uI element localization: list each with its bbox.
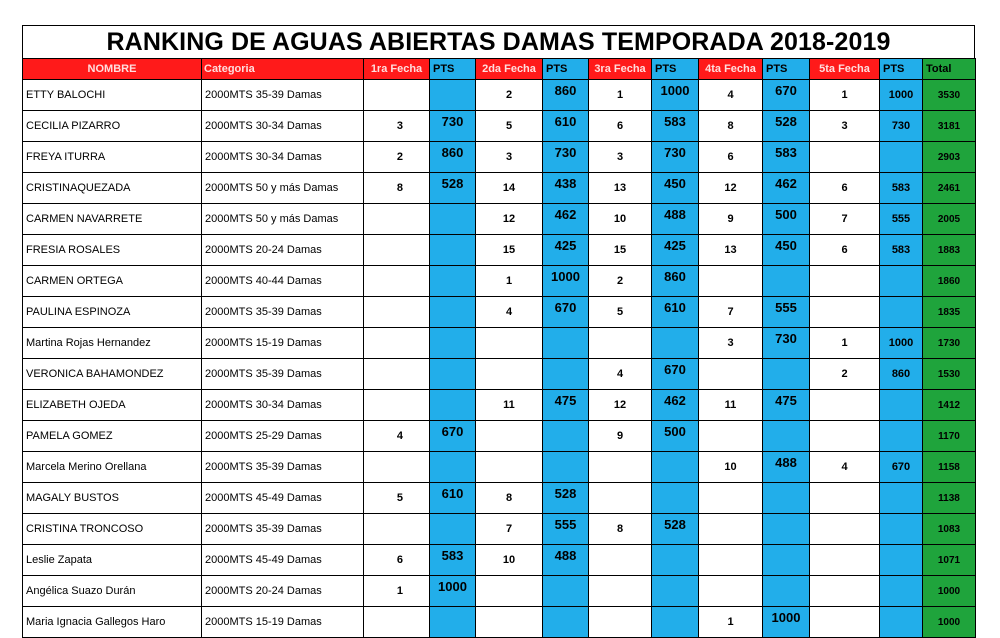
name-cell: Martina Rojas Hernandez (23, 328, 202, 359)
pts-1-cell: 730 (430, 111, 476, 142)
pts-2-cell (543, 576, 589, 607)
fecha-5-cell (810, 266, 880, 297)
fecha-3-cell (589, 545, 652, 576)
pts-3-cell: 610 (652, 297, 699, 328)
fecha-4-cell (699, 483, 763, 514)
category-cell: 2000MTS 45-49 Damas (202, 545, 364, 576)
fecha-5-cell: 4 (810, 452, 880, 483)
header-pts-2: PTS (543, 59, 589, 80)
total-cell: 2903 (923, 142, 976, 173)
fecha-2-cell (476, 452, 543, 483)
table-row (23, 80, 976, 111)
fecha-4-cell (699, 266, 763, 297)
fecha-4-cell: 3 (699, 328, 763, 359)
pts-4-cell: 475 (763, 390, 810, 421)
fecha-3-cell: 5 (589, 297, 652, 328)
ranking-sheet (22, 25, 975, 638)
fecha-5-cell (810, 297, 880, 328)
table-row (23, 359, 976, 390)
pts-5-cell: 1000 (880, 328, 923, 359)
fecha-2-cell: 3 (476, 142, 543, 173)
name-cell: CRISTINAQUEZADA (23, 173, 202, 204)
fecha-2-cell: 15 (476, 235, 543, 266)
fecha-4-cell (699, 359, 763, 390)
pts-3-cell (652, 452, 699, 483)
fecha-2-cell: 14 (476, 173, 543, 204)
pts-3-cell: 670 (652, 359, 699, 390)
pts-5-cell (880, 576, 923, 607)
fecha-5-cell: 6 (810, 235, 880, 266)
category-cell: 2000MTS 15-19 Damas (202, 607, 364, 638)
fecha-2-cell (476, 421, 543, 452)
fecha-4-cell (699, 545, 763, 576)
fecha-1-cell: 2 (364, 142, 430, 173)
fecha-4-cell: 10 (699, 452, 763, 483)
fecha-3-cell (589, 483, 652, 514)
pts-5-cell (880, 483, 923, 514)
category-cell: 2000MTS 30-34 Damas (202, 390, 364, 421)
fecha-5-cell (810, 483, 880, 514)
pts-5-cell (880, 142, 923, 173)
fecha-1-cell (364, 204, 430, 235)
header-row (23, 59, 976, 80)
fecha-4-cell: 7 (699, 297, 763, 328)
pts-4-cell (763, 545, 810, 576)
pts-4-cell (763, 483, 810, 514)
category-cell: 2000MTS 35-39 Damas (202, 297, 364, 328)
category-cell: 2000MTS 50 y más Damas (202, 173, 364, 204)
name-cell: MAGALY BUSTOS (23, 483, 202, 514)
pts-1-cell: 610 (430, 483, 476, 514)
pts-4-cell: 500 (763, 204, 810, 235)
fecha-5-cell: 1 (810, 328, 880, 359)
pts-2-cell: 555 (543, 514, 589, 545)
pts-2-cell: 730 (543, 142, 589, 173)
pts-2-cell: 425 (543, 235, 589, 266)
pts-2-cell: 528 (543, 483, 589, 514)
fecha-3-cell: 6 (589, 111, 652, 142)
fecha-5-cell (810, 390, 880, 421)
pts-2-cell: 860 (543, 80, 589, 111)
fecha-3-cell: 2 (589, 266, 652, 297)
category-cell: 2000MTS 35-39 Damas (202, 359, 364, 390)
pts-3-cell (652, 483, 699, 514)
name-cell: CARMEN ORTEGA (23, 266, 202, 297)
name-cell: FREYA ITURRA (23, 142, 202, 173)
table-row (23, 142, 976, 173)
fecha-1-cell: 3 (364, 111, 430, 142)
pts-2-cell: 438 (543, 173, 589, 204)
fecha-4-cell: 8 (699, 111, 763, 142)
pts-1-cell (430, 452, 476, 483)
pts-2-cell: 610 (543, 111, 589, 142)
table-row (23, 266, 976, 297)
fecha-2-cell: 10 (476, 545, 543, 576)
name-cell: CRISTINA TRONCOSO (23, 514, 202, 545)
fecha-4-cell: 1 (699, 607, 763, 638)
total-cell: 1170 (923, 421, 976, 452)
fecha-1-cell: 8 (364, 173, 430, 204)
pts-3-cell (652, 545, 699, 576)
fecha-4-cell: 9 (699, 204, 763, 235)
header-nombre: NOMBRE (23, 59, 202, 80)
fecha-4-cell (699, 514, 763, 545)
category-cell: 2000MTS 35-39 Damas (202, 452, 364, 483)
header-fecha-5: 5ta Fecha (810, 59, 880, 80)
fecha-2-cell: 7 (476, 514, 543, 545)
table-row (23, 204, 976, 235)
table-row (23, 607, 976, 638)
pts-3-cell: 583 (652, 111, 699, 142)
pts-2-cell: 1000 (543, 266, 589, 297)
pts-1-cell (430, 80, 476, 111)
total-cell: 1883 (923, 235, 976, 266)
table-row (23, 483, 976, 514)
name-cell: CARMEN NAVARRETE (23, 204, 202, 235)
pts-1-cell (430, 390, 476, 421)
fecha-2-cell: 11 (476, 390, 543, 421)
pts-5-cell: 583 (880, 173, 923, 204)
table-row (23, 328, 976, 359)
fecha-3-cell: 1 (589, 80, 652, 111)
pts-3-cell: 425 (652, 235, 699, 266)
fecha-5-cell (810, 545, 880, 576)
pts-3-cell: 730 (652, 142, 699, 173)
pts-3-cell (652, 328, 699, 359)
pts-5-cell: 730 (880, 111, 923, 142)
table-row (23, 390, 976, 421)
pts-4-cell: 1000 (763, 607, 810, 638)
category-cell: 2000MTS 50 y más Damas (202, 204, 364, 235)
pts-1-cell (430, 204, 476, 235)
pts-2-cell (543, 452, 589, 483)
name-cell: PAMELA GOMEZ (23, 421, 202, 452)
fecha-1-cell: 4 (364, 421, 430, 452)
pts-5-cell (880, 607, 923, 638)
total-cell: 1083 (923, 514, 976, 545)
pts-1-cell: 528 (430, 173, 476, 204)
header-pts-3: PTS (652, 59, 699, 80)
category-cell: 2000MTS 30-34 Damas (202, 111, 364, 142)
fecha-4-cell: 12 (699, 173, 763, 204)
header-fecha-3: 3ra Fecha (589, 59, 652, 80)
table-row (23, 576, 976, 607)
pts-2-cell: 475 (543, 390, 589, 421)
fecha-5-cell: 1 (810, 80, 880, 111)
fecha-4-cell: 4 (699, 80, 763, 111)
category-cell: 2000MTS 25-29 Damas (202, 421, 364, 452)
fecha-2-cell (476, 607, 543, 638)
name-cell: Maria Ignacia Gallegos Haro (23, 607, 202, 638)
fecha-4-cell (699, 421, 763, 452)
pts-4-cell: 488 (763, 452, 810, 483)
total-cell: 1530 (923, 359, 976, 390)
fecha-1-cell (364, 235, 430, 266)
pts-4-cell (763, 514, 810, 545)
pts-5-cell (880, 297, 923, 328)
category-cell: 2000MTS 35-39 Damas (202, 514, 364, 545)
table-row (23, 235, 976, 266)
fecha-3-cell: 12 (589, 390, 652, 421)
fecha-3-cell: 9 (589, 421, 652, 452)
name-cell: Leslie Zapata (23, 545, 202, 576)
fecha-3-cell: 4 (589, 359, 652, 390)
fecha-1-cell: 5 (364, 483, 430, 514)
fecha-3-cell (589, 607, 652, 638)
sheet-title: RANKING DE AGUAS ABIERTAS DAMAS TEMPORADA 2018-2019 (22, 25, 975, 58)
fecha-2-cell (476, 359, 543, 390)
category-cell: 2000MTS 40-44 Damas (202, 266, 364, 297)
fecha-1-cell (364, 328, 430, 359)
table-row (23, 514, 976, 545)
fecha-2-cell: 12 (476, 204, 543, 235)
table-row (23, 545, 976, 576)
ranking-table (22, 58, 976, 638)
category-cell: 2000MTS 35-39 Damas (202, 80, 364, 111)
total-cell: 1860 (923, 266, 976, 297)
fecha-5-cell: 2 (810, 359, 880, 390)
pts-2-cell (543, 328, 589, 359)
fecha-4-cell: 11 (699, 390, 763, 421)
table-row (23, 421, 976, 452)
fecha-5-cell: 6 (810, 173, 880, 204)
header-pts-5: PTS (880, 59, 923, 80)
fecha-1-cell: 6 (364, 545, 430, 576)
category-cell: 2000MTS 15-19 Damas (202, 328, 364, 359)
fecha-1-cell (364, 452, 430, 483)
pts-3-cell: 500 (652, 421, 699, 452)
fecha-1-cell (364, 80, 430, 111)
fecha-3-cell (589, 452, 652, 483)
total-cell: 2005 (923, 204, 976, 235)
pts-4-cell (763, 576, 810, 607)
pts-1-cell (430, 266, 476, 297)
pts-5-cell (880, 266, 923, 297)
pts-1-cell (430, 235, 476, 266)
pts-5-cell (880, 514, 923, 545)
pts-3-cell: 860 (652, 266, 699, 297)
fecha-5-cell (810, 576, 880, 607)
total-cell: 1138 (923, 483, 976, 514)
pts-1-cell: 670 (430, 421, 476, 452)
category-cell: 2000MTS 20-24 Damas (202, 576, 364, 607)
fecha-4-cell (699, 576, 763, 607)
fecha-1-cell (364, 514, 430, 545)
header-categoria: Categoria (202, 59, 364, 80)
total-cell: 2461 (923, 173, 976, 204)
pts-3-cell: 488 (652, 204, 699, 235)
pts-5-cell (880, 390, 923, 421)
fecha-4-cell: 13 (699, 235, 763, 266)
total-cell: 1412 (923, 390, 976, 421)
pts-4-cell: 670 (763, 80, 810, 111)
table-row (23, 173, 976, 204)
fecha-1-cell (364, 266, 430, 297)
pts-4-cell: 730 (763, 328, 810, 359)
table-row (23, 452, 976, 483)
header-pts-1: PTS (430, 59, 476, 80)
pts-5-cell (880, 421, 923, 452)
pts-4-cell: 528 (763, 111, 810, 142)
fecha-1-cell (364, 359, 430, 390)
pts-2-cell (543, 607, 589, 638)
pts-3-cell (652, 607, 699, 638)
fecha-3-cell: 15 (589, 235, 652, 266)
fecha-5-cell (810, 514, 880, 545)
name-cell: PAULINA ESPINOZA (23, 297, 202, 328)
pts-2-cell: 488 (543, 545, 589, 576)
pts-1-cell: 860 (430, 142, 476, 173)
pts-5-cell: 583 (880, 235, 923, 266)
pts-4-cell (763, 266, 810, 297)
pts-2-cell: 462 (543, 204, 589, 235)
name-cell: Marcela Merino Orellana (23, 452, 202, 483)
header-fecha-4: 4ta Fecha (699, 59, 763, 80)
fecha-3-cell (589, 576, 652, 607)
pts-1-cell (430, 607, 476, 638)
fecha-5-cell (810, 607, 880, 638)
fecha-5-cell: 3 (810, 111, 880, 142)
table-row (23, 297, 976, 328)
pts-3-cell: 1000 (652, 80, 699, 111)
fecha-3-cell: 13 (589, 173, 652, 204)
pts-5-cell (880, 545, 923, 576)
pts-2-cell (543, 359, 589, 390)
total-cell: 3181 (923, 111, 976, 142)
fecha-2-cell: 4 (476, 297, 543, 328)
pts-1-cell: 1000 (430, 576, 476, 607)
fecha-2-cell: 2 (476, 80, 543, 111)
header-fecha-2: 2da Fecha (476, 59, 543, 80)
total-cell: 1000 (923, 607, 976, 638)
fecha-3-cell: 3 (589, 142, 652, 173)
pts-4-cell: 450 (763, 235, 810, 266)
total-cell: 1158 (923, 452, 976, 483)
pts-1-cell: 583 (430, 545, 476, 576)
pts-1-cell (430, 297, 476, 328)
pts-5-cell: 555 (880, 204, 923, 235)
pts-4-cell (763, 421, 810, 452)
pts-1-cell (430, 359, 476, 390)
category-cell: 2000MTS 20-24 Damas (202, 235, 364, 266)
pts-4-cell: 583 (763, 142, 810, 173)
fecha-1-cell (364, 297, 430, 328)
pts-4-cell (763, 359, 810, 390)
fecha-5-cell (810, 142, 880, 173)
pts-5-cell: 670 (880, 452, 923, 483)
table-row (23, 111, 976, 142)
fecha-1-cell: 1 (364, 576, 430, 607)
pts-3-cell: 450 (652, 173, 699, 204)
pts-5-cell: 1000 (880, 80, 923, 111)
fecha-5-cell: 7 (810, 204, 880, 235)
name-cell: CECILIA PIZARRO (23, 111, 202, 142)
name-cell: Angélica Suazo Durán (23, 576, 202, 607)
fecha-3-cell (589, 328, 652, 359)
header-fecha-1: 1ra Fecha (364, 59, 430, 80)
pts-2-cell: 670 (543, 297, 589, 328)
pts-4-cell: 462 (763, 173, 810, 204)
fecha-3-cell: 8 (589, 514, 652, 545)
total-cell: 1835 (923, 297, 976, 328)
pts-1-cell (430, 514, 476, 545)
fecha-1-cell (364, 390, 430, 421)
category-cell: 2000MTS 30-34 Damas (202, 142, 364, 173)
fecha-2-cell (476, 576, 543, 607)
name-cell: VERONICA BAHAMONDEZ (23, 359, 202, 390)
fecha-5-cell (810, 421, 880, 452)
pts-4-cell: 555 (763, 297, 810, 328)
total-cell: 1071 (923, 545, 976, 576)
header-total: Total (923, 59, 976, 80)
total-cell: 3530 (923, 80, 976, 111)
fecha-1-cell (364, 607, 430, 638)
fecha-2-cell: 8 (476, 483, 543, 514)
fecha-2-cell (476, 328, 543, 359)
pts-2-cell (543, 421, 589, 452)
total-cell: 1730 (923, 328, 976, 359)
name-cell: ELIZABETH OJEDA (23, 390, 202, 421)
pts-1-cell (430, 328, 476, 359)
fecha-3-cell: 10 (589, 204, 652, 235)
pts-3-cell: 462 (652, 390, 699, 421)
header-pts-4: PTS (763, 59, 810, 80)
pts-5-cell: 860 (880, 359, 923, 390)
category-cell: 2000MTS 45-49 Damas (202, 483, 364, 514)
fecha-2-cell: 5 (476, 111, 543, 142)
fecha-2-cell: 1 (476, 266, 543, 297)
fecha-4-cell: 6 (699, 142, 763, 173)
pts-3-cell: 528 (652, 514, 699, 545)
total-cell: 1000 (923, 576, 976, 607)
pts-3-cell (652, 576, 699, 607)
name-cell: FRESIA ROSALES (23, 235, 202, 266)
name-cell: ETTY BALOCHI (23, 80, 202, 111)
